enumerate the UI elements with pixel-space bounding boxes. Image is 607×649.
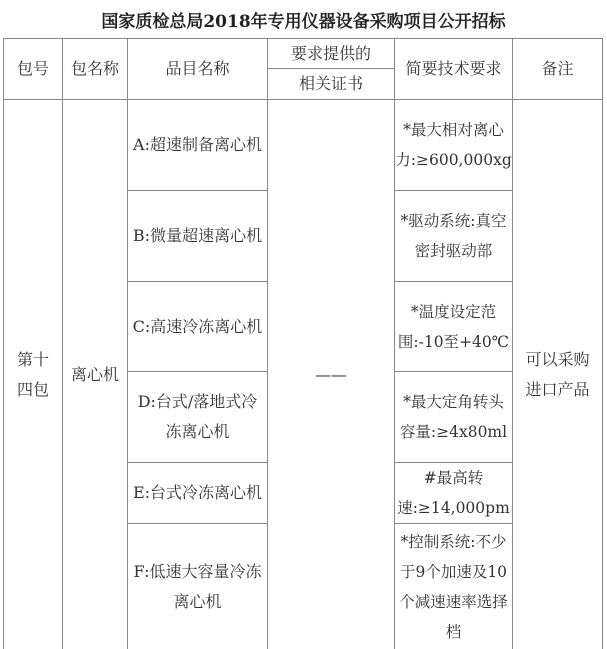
item-spec-c: *温度设定范围:-10至+40℃: [397, 302, 510, 351]
item-spec-e: #最高转速:≥14,000pm: [397, 469, 510, 517]
item-name-a: A:超速制备离心机: [133, 135, 262, 154]
package-note: 可以采购进口产品: [525, 349, 590, 399]
item-name-c: C:高速冷冻离心机: [132, 316, 263, 336]
package-name: 离心机: [70, 364, 119, 384]
header-note: 备注: [541, 59, 574, 78]
header-package-no: 包号: [16, 59, 49, 78]
item-spec-f: *控制系统:不少于9个加速及10个减速速率选择档: [399, 532, 508, 641]
header-item-name: 品目名称: [165, 59, 230, 78]
package-no: 第十四包: [16, 349, 49, 399]
item-name-f: F:低速大容量冷冻离心机: [133, 561, 262, 611]
item-name-b: B:微量超速离心机: [132, 226, 263, 245]
package-cert: ——: [315, 364, 347, 384]
item-name-e: E:台式冷冻离心机: [132, 483, 263, 502]
header-tech: 简要技术要求: [405, 59, 502, 78]
header-cert-line2: 相关证书: [298, 74, 363, 93]
document-title: 国家质检总局2018年专用仪器设备采购项目公开招标: [101, 11, 506, 32]
header-cert-line1: 要求提供的: [290, 43, 371, 63]
item-spec-b: *驱动系统:真空密封驱动部: [400, 212, 507, 260]
header-package-name: 包名称: [70, 59, 119, 78]
item-spec-a: *最大相对离心力:≥600,000xg: [395, 121, 512, 169]
item-name-d: D:台式/落地式冷冻离心机: [137, 392, 258, 441]
item-spec-d: *最大定角转头容量:≥4x80ml: [399, 393, 508, 441]
